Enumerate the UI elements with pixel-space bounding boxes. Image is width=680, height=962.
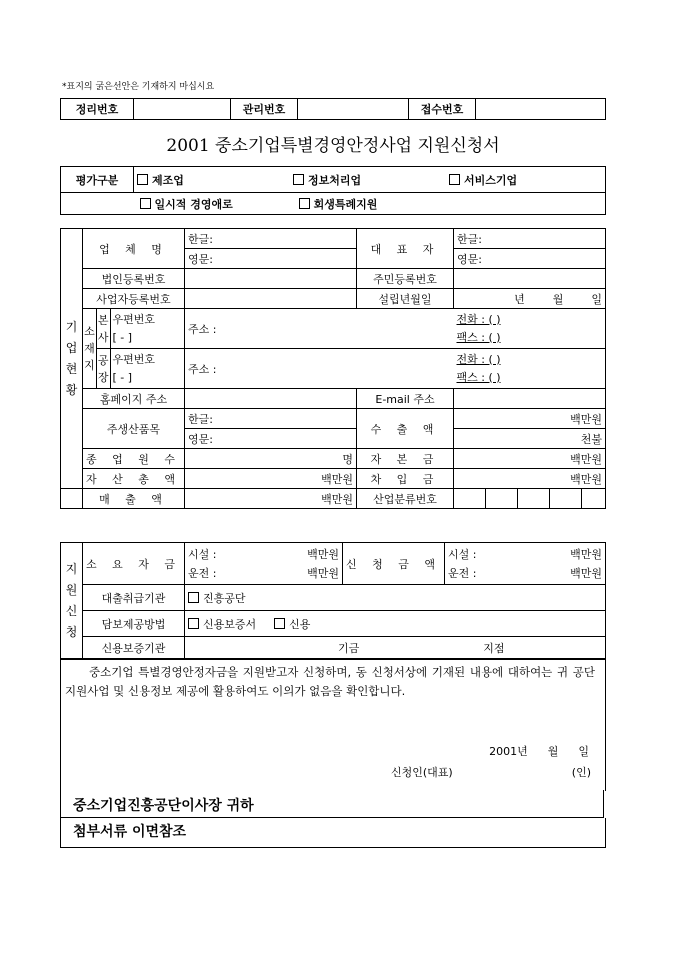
employees-field[interactable]: 명 [185, 449, 357, 469]
checkbox-icon [188, 592, 199, 603]
products-english[interactable]: 영문: [185, 429, 357, 449]
checkbox-icon [293, 174, 304, 185]
factory-postal[interactable]: 우편번호 [ - ] [110, 349, 185, 389]
representative-label: 대 표 자 [357, 229, 454, 269]
industry-code-digit-4[interactable] [550, 489, 582, 509]
resident-reg-field[interactable] [454, 269, 606, 289]
declaration-text: 중소기업 특별경영안정자금을 지원받고자 신청하며, 동 신청서상에 기재된 내용에 대하여는 귀 공단 지원사업 및 신용정보 제공에 활용하여도 이의가 없음을 확인합니다. [65, 665, 595, 698]
attachment-note: 첨부서류 이면참조 [60, 818, 606, 848]
checkbox-icon [188, 618, 199, 629]
page-title: 2001 중소기업특별경영안정사업 지원신청서 [166, 136, 500, 156]
receipt-number-field[interactable] [476, 99, 606, 120]
checkbox-icon [449, 174, 460, 185]
industry-code-label: 산업분류번호 [357, 489, 454, 509]
hq-contact[interactable]: 전화 : ( ) 팩스 : ( ) [454, 309, 606, 349]
declaration-box [60, 659, 606, 791]
products-label: 주생산품목 [83, 409, 185, 449]
borrowing-label: 차 입 금 [357, 469, 454, 489]
company-name-korean[interactable]: 한글: [185, 229, 357, 249]
resident-reg-label: 주민등록번호 [357, 269, 454, 289]
loan-agency-option[interactable]: 진흥공단 [185, 585, 606, 611]
company-table [60, 228, 606, 509]
industry-code-digit-2[interactable] [486, 489, 518, 509]
admin-number-field[interactable] [298, 99, 409, 120]
export-label: 수 출 액 [357, 409, 454, 449]
eval-option-it[interactable]: 정보처리업 [290, 167, 446, 193]
representative-korean[interactable]: 한글: [454, 229, 606, 249]
checkbox-icon [274, 618, 285, 629]
borrowing-field[interactable]: 백만원 [454, 469, 606, 489]
email-label: E-mail 주소 [357, 389, 454, 409]
hq-postal[interactable]: 우편번호 [ - ] [110, 309, 185, 349]
products-korean[interactable]: 한글: [185, 409, 357, 429]
factory-label: 공장 [96, 349, 110, 389]
industry-code-digit-5[interactable] [582, 489, 606, 509]
homepage-field[interactable] [185, 389, 357, 409]
corp-reg-label: 법인등록번호 [83, 269, 185, 289]
est-date-field[interactable]: 년 월 일 [454, 289, 606, 309]
company-name-english[interactable]: 영문: [185, 249, 357, 269]
addressee: 중소기업진흥공단이사장 귀하 [60, 790, 604, 818]
assets-field[interactable]: 백만원 [185, 469, 357, 489]
support-table [60, 542, 606, 659]
admin-number-label: 관리번호 [231, 99, 298, 120]
header-table [60, 98, 606, 120]
eval-label: 평가구분 [61, 167, 134, 193]
homepage-label: 홈페이지 주소 [83, 389, 185, 409]
eval-option-rehab[interactable]: 회생특례지원 [313, 197, 378, 211]
eval-option-temporary[interactable]: 일시적 경영애로 회생특례지원 [134, 193, 447, 215]
biz-reg-field[interactable] [185, 289, 357, 309]
checkbox-icon [137, 174, 148, 185]
required-funds-label: 소 요 자 금 [83, 543, 185, 585]
eval-option-service[interactable]: 서비스기업 [446, 167, 606, 193]
notice-text: *표지의 굵은선안은 기재하지 마십시요 [62, 82, 215, 92]
location-label: 소재지 [83, 309, 97, 389]
representative-english[interactable]: 영문: [454, 249, 606, 269]
management-number-field[interactable] [134, 99, 231, 120]
loan-agency-label: 대출취급기관 [83, 585, 185, 611]
hq-label: 본사 [96, 309, 110, 349]
capital-field[interactable]: 백만원 [454, 449, 606, 469]
eval-option-manufacturing[interactable]: 제조업 [134, 167, 291, 193]
receipt-number-label: 접수번호 [409, 99, 476, 120]
requested-amount-field[interactable]: 시설 : 백만원 운전 : 백만원 [445, 543, 606, 585]
sales-label: 매 출 액 [83, 489, 185, 509]
declaration-date: 2001년 월 일 [489, 745, 589, 758]
eval-table [60, 166, 606, 215]
email-field[interactable] [454, 389, 606, 409]
management-number-label: 정리번호 [61, 99, 134, 120]
assets-label: 자 산 총 액 [83, 469, 185, 489]
biz-reg-label: 사업자등록번호 [83, 289, 185, 309]
collateral-label: 담보제공방법 [83, 611, 185, 637]
factory-address[interactable]: 주소 : [185, 349, 454, 389]
checkbox-icon [140, 198, 151, 209]
capital-label: 자 본 금 [357, 449, 454, 469]
export-thousand-dollar[interactable]: 천불 [454, 429, 606, 449]
support-section-label: 지원신청 [61, 543, 83, 659]
guarantee-agency-label: 신용보증기관 [83, 637, 185, 659]
export-million-won[interactable]: 백만원 [454, 409, 606, 429]
hq-address[interactable]: 주소 : [185, 309, 454, 349]
employees-label: 종 업 원 수 [83, 449, 185, 469]
company-name-label: 업 체 명 [83, 229, 185, 269]
requested-amount-label: 신 청 금 액 [343, 543, 445, 585]
collateral-options[interactable]: 신용보증서 신용 [185, 611, 606, 637]
company-section-label: 기업현황 [61, 229, 83, 489]
applicant-label: 신청인(대표) [391, 766, 453, 779]
checkbox-icon [299, 198, 310, 209]
industry-code-digit-3[interactable] [518, 489, 550, 509]
corp-reg-field[interactable] [185, 269, 357, 289]
est-date-label: 설립년월일 [357, 289, 454, 309]
industry-code-digit-1[interactable] [454, 489, 486, 509]
sales-field[interactable]: 백만원 [185, 489, 357, 509]
seal-mark: (인) [571, 766, 591, 779]
required-funds-field[interactable]: 시설 : 백만원 운전 : 백만원 [185, 543, 343, 585]
factory-contact[interactable]: 전화 : ( ) 팩스 : ( ) [454, 349, 606, 389]
guarantee-agency-field[interactable]: 기금 지점 [185, 637, 606, 659]
